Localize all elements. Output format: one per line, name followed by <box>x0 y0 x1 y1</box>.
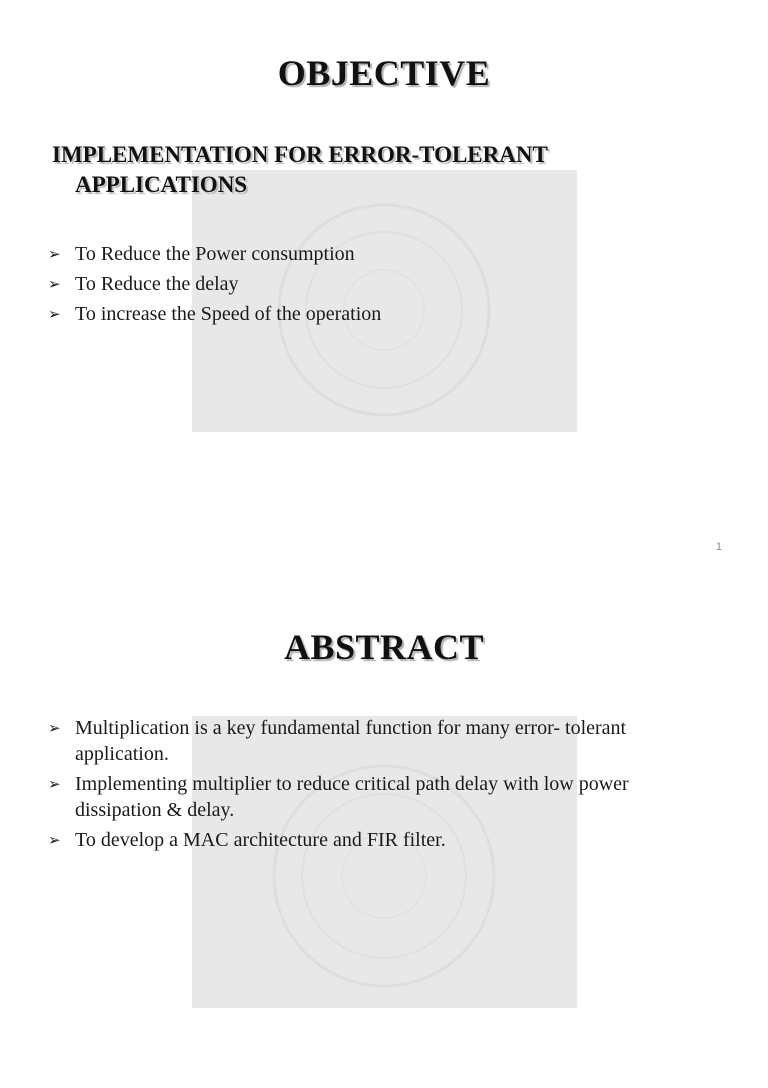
list-item <box>48 241 708 267</box>
list-item-text: To develop a MAC architecture and FIR filter. <box>75 829 446 851</box>
list-item <box>48 715 708 767</box>
list-item <box>48 771 708 823</box>
arrow-bullet-icon: ➢ <box>48 775 61 793</box>
list-item-text: To increase the Speed of the operation <box>75 303 382 325</box>
arrow-bullet-icon: ➢ <box>48 719 61 737</box>
list-item-text: Implementing multiplier to reduce critical path delay with low power dissipation & delay. <box>75 773 629 821</box>
list-item-text: Multiplication is a key fundamental function for many error- tolerant application. <box>75 717 627 765</box>
list-item-text: To Reduce the delay <box>75 273 239 295</box>
arrow-bullet-icon: ➢ <box>48 275 61 293</box>
page-title: OBJECTIVE <box>277 53 491 93</box>
arrow-bullet-icon: ➢ <box>48 245 61 263</box>
arrow-bullet-icon: ➢ <box>48 305 61 323</box>
slide-objective <box>0 0 768 512</box>
arrow-bullet-icon: ➢ <box>48 831 61 849</box>
subtitle-line-1: IMPLEMENTATION FOR ERROR-TOLERANT <box>52 142 548 167</box>
list-item-text: To Reduce the Power consumption <box>75 243 355 265</box>
subtitle <box>52 140 692 200</box>
list-item <box>48 301 708 327</box>
abstract-list <box>48 715 708 857</box>
subtitle-line-2: APPLICATIONS <box>75 172 248 197</box>
list-item <box>48 827 708 853</box>
slide-abstract <box>0 576 768 1088</box>
list-item <box>48 271 708 297</box>
slide-page-number: 1 <box>715 541 722 553</box>
objective-list <box>48 241 708 331</box>
section-title: ABSTRACT <box>283 627 485 667</box>
